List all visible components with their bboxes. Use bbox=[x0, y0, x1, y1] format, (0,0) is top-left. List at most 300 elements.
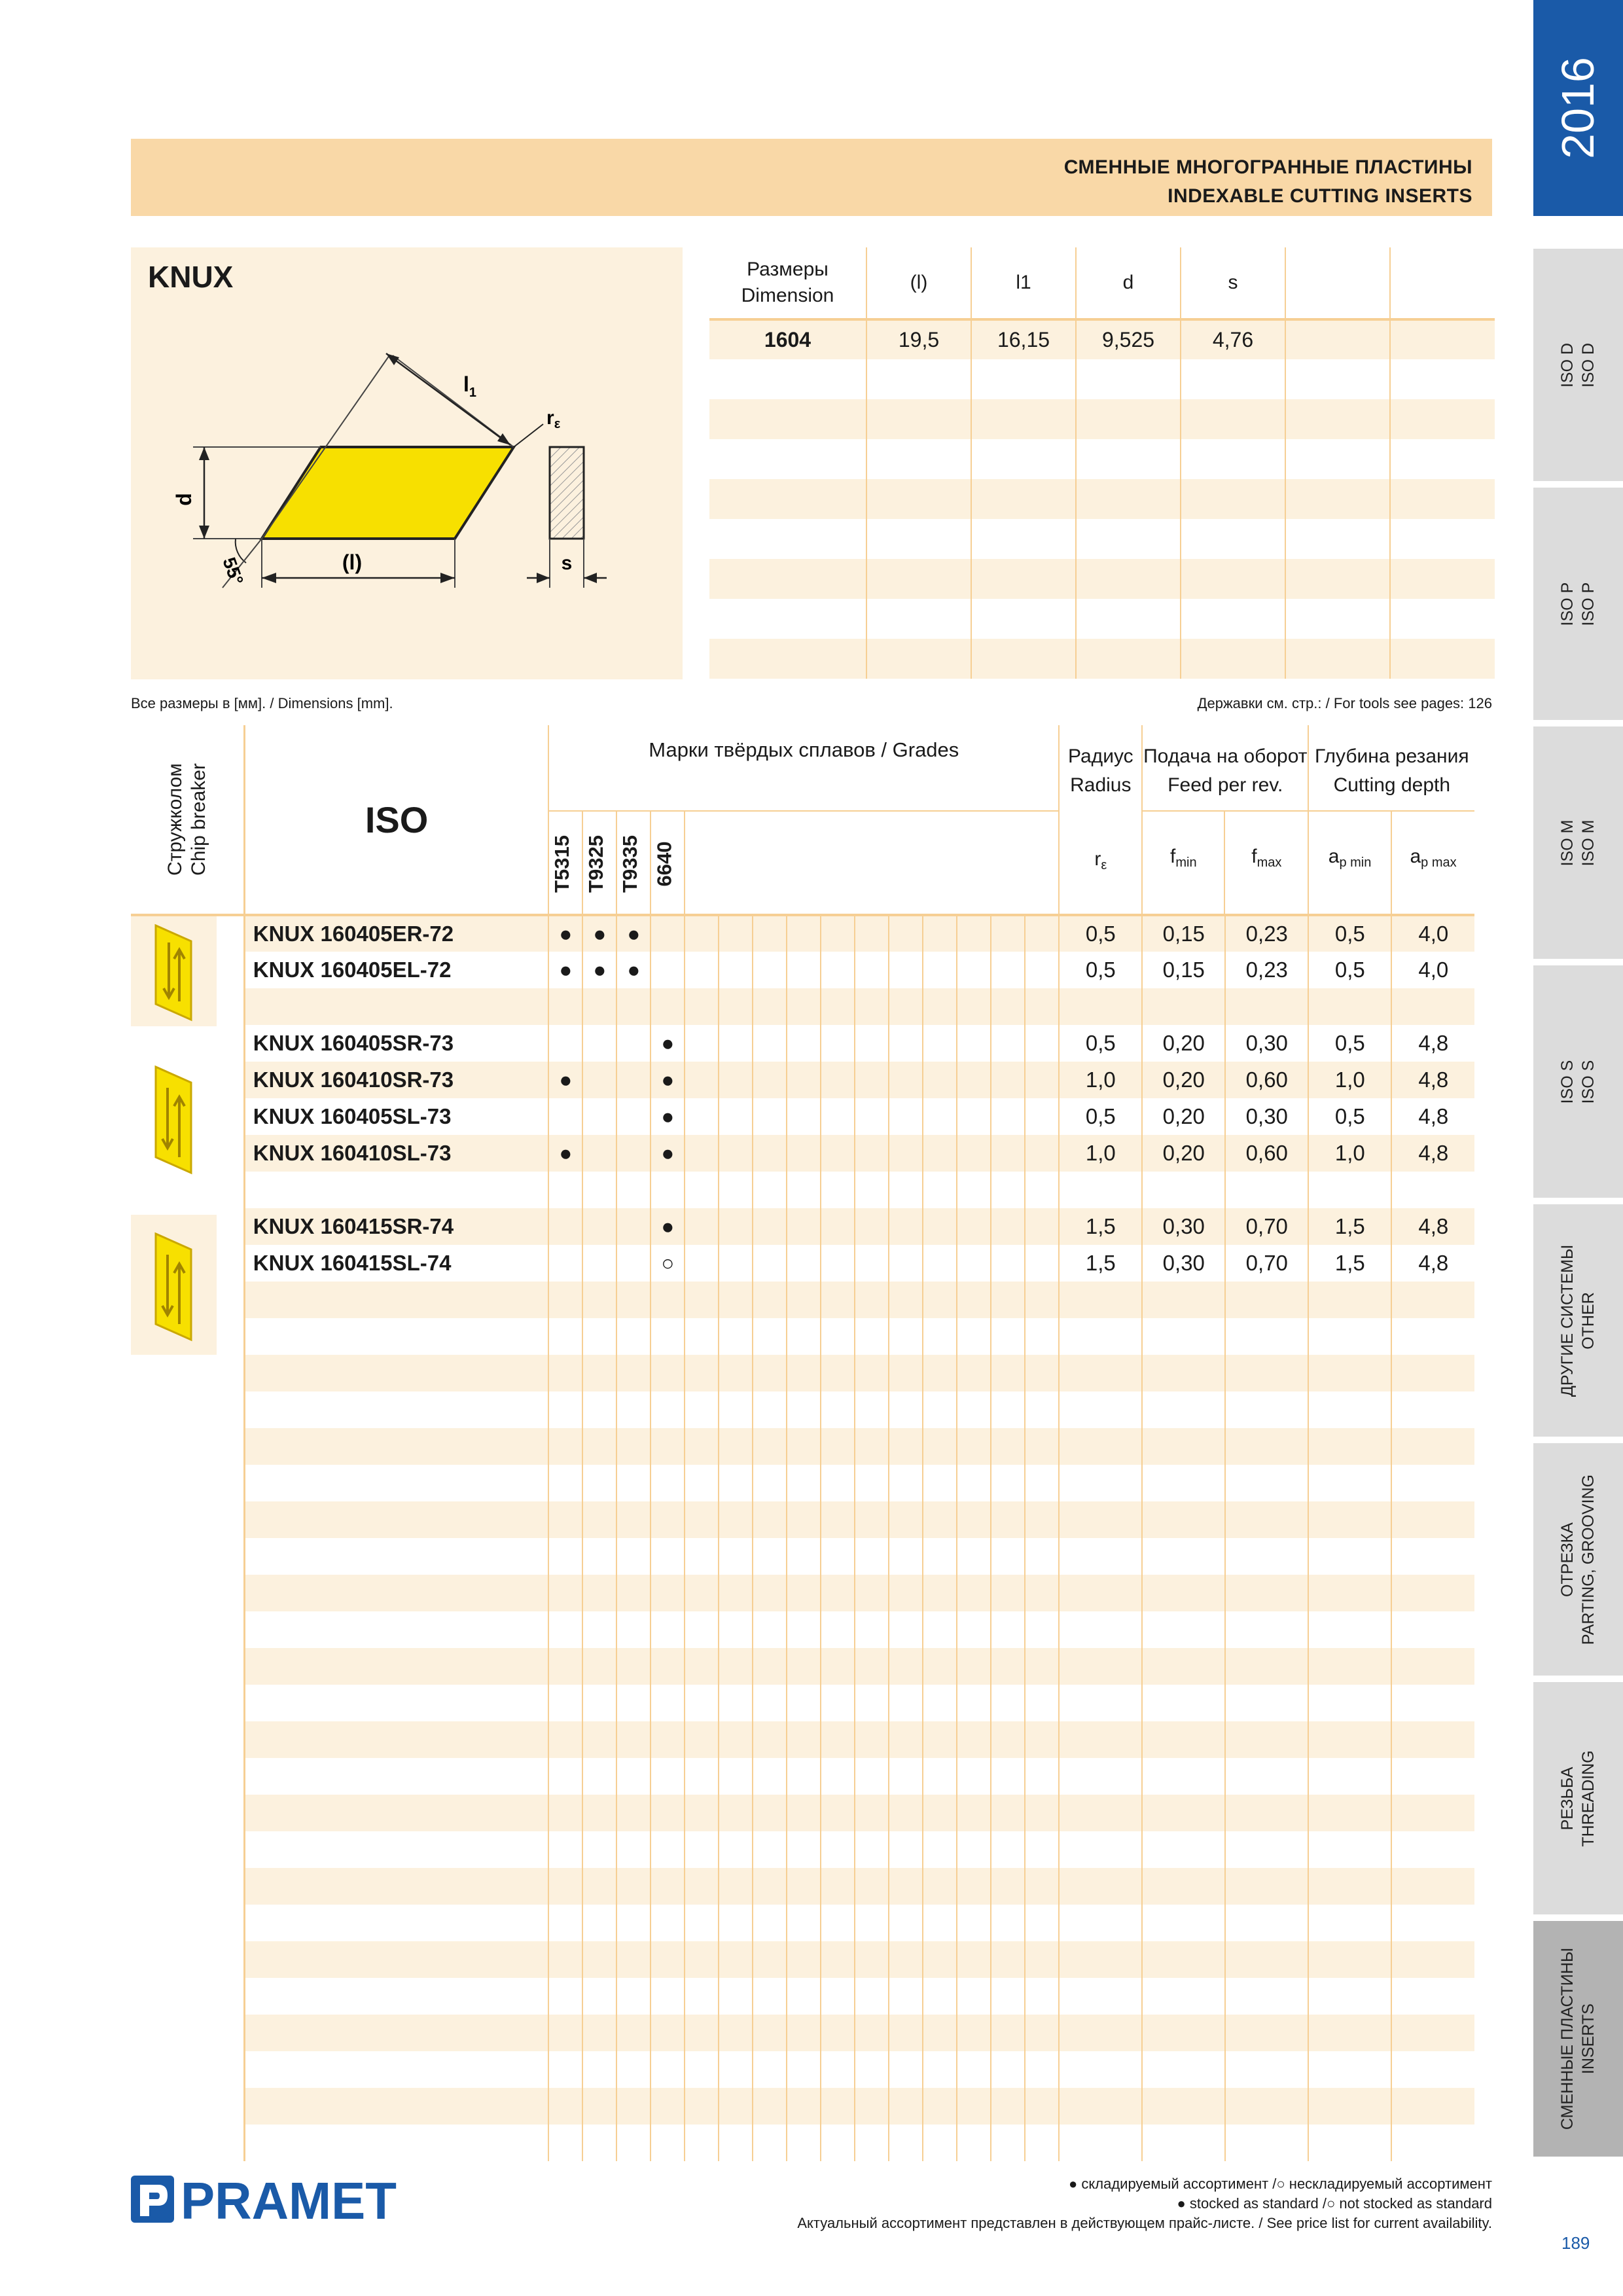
grade-availability bbox=[787, 952, 821, 988]
grade-availability bbox=[616, 1538, 651, 1575]
table-row-empty bbox=[131, 1172, 1474, 1208]
grade-availability bbox=[787, 2051, 821, 2088]
product-code bbox=[244, 1172, 548, 1208]
value-amin bbox=[1308, 1868, 1391, 1905]
table-row bbox=[131, 1245, 1474, 1282]
grade-availability bbox=[855, 1135, 889, 1172]
grade-availability bbox=[991, 1831, 1025, 1868]
value-fmin bbox=[1142, 1795, 1225, 1831]
grade-availability bbox=[548, 1245, 582, 1282]
value-fmax bbox=[1225, 1721, 1308, 1758]
value-amax bbox=[1391, 1282, 1474, 1318]
grade-availability bbox=[651, 1685, 685, 1721]
value-amin bbox=[1308, 1721, 1391, 1758]
grade-availability bbox=[753, 1391, 787, 1428]
grade-availability bbox=[991, 1428, 1025, 1465]
grade-availability bbox=[889, 1025, 923, 1062]
brand-name: PRAMET bbox=[181, 2173, 397, 2225]
tab-label-ru: ISO D bbox=[1558, 342, 1577, 387]
value-amin bbox=[1308, 2088, 1391, 2125]
empty-cell bbox=[1285, 319, 1390, 359]
grade-availability bbox=[889, 1098, 923, 1135]
product-code bbox=[244, 1355, 548, 1391]
grade-availability bbox=[957, 2088, 991, 2125]
tab-label-ru: РЕЗЬБА bbox=[1558, 1767, 1577, 1830]
grade-availability bbox=[991, 1391, 1025, 1428]
product-code bbox=[244, 1611, 548, 1648]
grade-availability bbox=[753, 1501, 787, 1538]
depth-ru: Глубина резания bbox=[1314, 745, 1469, 767]
grade-availability bbox=[889, 1978, 923, 2015]
l-cell: 19,5 bbox=[866, 319, 971, 359]
grade-availability bbox=[719, 1098, 753, 1135]
grade-availability bbox=[821, 1575, 855, 1611]
dimension-row bbox=[709, 319, 1495, 359]
grade-availability bbox=[923, 1062, 957, 1098]
depth-header bbox=[1308, 725, 1474, 915]
product-code bbox=[244, 1575, 548, 1611]
empty-cell bbox=[1390, 319, 1495, 359]
grade-availability bbox=[685, 2015, 719, 2051]
value-amax bbox=[1391, 1831, 1474, 1868]
grade-col bbox=[583, 812, 617, 915]
value-amin bbox=[1308, 988, 1391, 1025]
grade-availability bbox=[616, 1941, 651, 1978]
grade-availability bbox=[719, 1941, 753, 1978]
table-row-empty bbox=[131, 1685, 1474, 1721]
value-r bbox=[1059, 1868, 1142, 1905]
dimension-label-cell bbox=[709, 247, 866, 319]
grade-availability bbox=[787, 1721, 821, 1758]
grade-availability bbox=[651, 1501, 685, 1538]
grade-availability bbox=[957, 1575, 991, 1611]
value-r bbox=[1059, 1941, 1142, 1978]
grade-availability: ● bbox=[651, 1098, 685, 1135]
grade-availability bbox=[651, 1648, 685, 1685]
table-row-empty bbox=[131, 1941, 1474, 1978]
grade-availability bbox=[651, 2015, 685, 2051]
grade-availability bbox=[787, 1978, 821, 2015]
grade-availability bbox=[821, 1831, 855, 1868]
grade-availability bbox=[582, 1172, 616, 1208]
grade-availability bbox=[855, 1721, 889, 1758]
grade-availability bbox=[1025, 1978, 1059, 2015]
tab-label-en: ISO M bbox=[1579, 819, 1597, 866]
grade-availability bbox=[582, 1795, 616, 1831]
catalog-year bbox=[1533, 0, 1623, 216]
value-amax bbox=[1391, 1721, 1474, 1758]
grade-availability bbox=[548, 1172, 582, 1208]
grade-availability bbox=[548, 1538, 582, 1575]
grade-availability bbox=[991, 1721, 1025, 1758]
grade-availability bbox=[582, 1538, 616, 1575]
product-code bbox=[244, 2015, 548, 2051]
grade-availability bbox=[889, 1648, 923, 1685]
table-row-empty bbox=[131, 1282, 1474, 1318]
grade-availability bbox=[821, 2088, 855, 2125]
value-amax bbox=[1391, 1428, 1474, 1465]
grade-availability bbox=[991, 1575, 1025, 1611]
grade-availability bbox=[753, 1831, 787, 1868]
grade-availability bbox=[957, 1538, 991, 1575]
value-fmin bbox=[1142, 1538, 1225, 1575]
grade-availability bbox=[685, 1978, 719, 2015]
grade-availability bbox=[685, 2051, 719, 2088]
tab-label-en: PARTING, GROOVING bbox=[1579, 1474, 1597, 1645]
grade-availability bbox=[548, 2125, 582, 2161]
value-fmin: 0,20 bbox=[1142, 1098, 1225, 1135]
grade-availability bbox=[821, 1355, 855, 1391]
table-row bbox=[131, 1025, 1474, 1062]
table-row-empty bbox=[131, 1575, 1474, 1611]
value-amax bbox=[1391, 2051, 1474, 2088]
grade-availability bbox=[582, 1465, 616, 1501]
value-r bbox=[1059, 1318, 1142, 1355]
dimension-row-empty bbox=[709, 519, 1495, 559]
value-r: 0,5 bbox=[1059, 952, 1142, 988]
sidebar-tab-iso-d[interactable] bbox=[1533, 249, 1623, 481]
grade-availability bbox=[855, 1428, 889, 1465]
grade-availability bbox=[923, 1391, 957, 1428]
grade-availability bbox=[719, 1685, 753, 1721]
table-row-empty bbox=[131, 1538, 1474, 1575]
grade-availability bbox=[991, 1245, 1025, 1282]
value-amin: 1,0 bbox=[1308, 1062, 1391, 1098]
value-amax bbox=[1391, 988, 1474, 1025]
grade-availability bbox=[651, 915, 685, 952]
grades-header-row bbox=[131, 725, 1474, 915]
chip-breaker-cell bbox=[131, 1685, 244, 1721]
grade-availability bbox=[685, 2125, 719, 2161]
grade-availability bbox=[889, 1245, 923, 1282]
chip-breaker-cell bbox=[131, 1648, 244, 1685]
grade-availability: ● bbox=[548, 915, 582, 952]
product-code: KNUX 160405ER-72 bbox=[244, 915, 548, 952]
product-code bbox=[244, 1465, 548, 1501]
grade-availability bbox=[616, 1795, 651, 1831]
grade-availability bbox=[719, 1465, 753, 1501]
grade-availability bbox=[753, 1611, 787, 1648]
value-fmin bbox=[1142, 1941, 1225, 1978]
stock-legend bbox=[785, 2174, 1492, 2233]
chip-breaker-cell bbox=[131, 1575, 244, 1611]
grade-availability bbox=[889, 1172, 923, 1208]
value-r bbox=[1059, 1465, 1142, 1501]
grade-availability bbox=[957, 1831, 991, 1868]
grade-availability bbox=[889, 1208, 923, 1245]
chip-breaker-cell bbox=[131, 1355, 244, 1391]
grade-availability bbox=[1025, 1465, 1059, 1501]
grade-availability bbox=[855, 1575, 889, 1611]
value-amax: 4,8 bbox=[1391, 1245, 1474, 1282]
grade-availability bbox=[548, 1648, 582, 1685]
grade-availability bbox=[1025, 1428, 1059, 1465]
grade-availability bbox=[753, 1795, 787, 1831]
grade-availability bbox=[719, 1575, 753, 1611]
grade-availability bbox=[923, 1538, 957, 1575]
grade-availability bbox=[991, 1501, 1025, 1538]
product-code bbox=[244, 1905, 548, 1941]
chip-breaker-72-icon bbox=[156, 925, 191, 1020]
grade-availability: ● bbox=[651, 1135, 685, 1172]
grade-availability bbox=[753, 1465, 787, 1501]
value-r: 1,0 bbox=[1059, 1062, 1142, 1098]
grade-availability bbox=[991, 1135, 1025, 1172]
grade-availability bbox=[821, 1538, 855, 1575]
grade-availability bbox=[753, 1758, 787, 1795]
value-amin bbox=[1308, 1831, 1391, 1868]
grade-availability bbox=[616, 1062, 651, 1098]
table-row bbox=[131, 1135, 1474, 1172]
grade-col bbox=[651, 812, 685, 915]
grade-availability bbox=[821, 952, 855, 988]
label-s: s bbox=[561, 552, 573, 574]
grade-availability bbox=[719, 2125, 753, 2161]
grade-availability bbox=[855, 1245, 889, 1282]
grade-availability bbox=[957, 1391, 991, 1428]
grade-availability bbox=[889, 1135, 923, 1172]
insert-side-view bbox=[550, 447, 584, 539]
grade-availability bbox=[855, 1905, 889, 1941]
grade-availability bbox=[582, 1355, 616, 1391]
grade-availability bbox=[616, 1355, 651, 1391]
grade-availability bbox=[991, 952, 1025, 988]
grade-availability bbox=[753, 1208, 787, 1245]
product-code bbox=[244, 1282, 548, 1318]
grade-availability bbox=[548, 1098, 582, 1135]
grade-availability bbox=[889, 1538, 923, 1575]
grade-availability bbox=[685, 1575, 719, 1611]
value-fmax bbox=[1225, 1978, 1308, 2015]
grade-availability: ● bbox=[651, 1025, 685, 1062]
grade-availability bbox=[651, 2088, 685, 2125]
grade-availability bbox=[923, 2088, 957, 2125]
grade-availability bbox=[1025, 1941, 1059, 1978]
grade-availability bbox=[685, 1941, 719, 1978]
grade-availability bbox=[889, 1831, 923, 1868]
grade-availability bbox=[651, 1941, 685, 1978]
grade-availability bbox=[787, 1428, 821, 1465]
grade-availability: ● bbox=[651, 1062, 685, 1098]
grade-availability bbox=[1025, 952, 1059, 988]
page-number: 189 bbox=[1561, 2233, 1590, 2253]
grade-availability bbox=[1025, 1501, 1059, 1538]
grade-availability bbox=[855, 988, 889, 1025]
grade-availability bbox=[548, 1465, 582, 1501]
grade-availability bbox=[957, 988, 991, 1025]
grade-availability bbox=[582, 1685, 616, 1721]
grade-availability bbox=[821, 1098, 855, 1135]
value-amin bbox=[1308, 1978, 1391, 2015]
value-amax bbox=[1391, 1978, 1474, 2015]
tab-label-ru: СМЕННЫЕ ПЛАСТИНЫ bbox=[1558, 1947, 1577, 2130]
grade-availability bbox=[582, 1428, 616, 1465]
product-code bbox=[244, 1648, 548, 1685]
grade-availability bbox=[991, 1355, 1025, 1391]
value-fmin bbox=[1142, 2088, 1225, 2125]
grade-availability bbox=[821, 1135, 855, 1172]
sidebar-tab-other[interactable] bbox=[1533, 1204, 1623, 1437]
table-row-empty bbox=[131, 1465, 1474, 1501]
value-fmax bbox=[1225, 1172, 1308, 1208]
grade-availability bbox=[685, 988, 719, 1025]
value-amin bbox=[1308, 1611, 1391, 1648]
grade-availability bbox=[923, 915, 957, 952]
grade-availability bbox=[685, 1721, 719, 1758]
label-l1: $l_1$ bbox=[463, 372, 477, 400]
chip-breaker-74-icon bbox=[156, 1234, 191, 1340]
value-fmin bbox=[1142, 2125, 1225, 2161]
grade-availability bbox=[957, 1685, 991, 1721]
value-amin bbox=[1308, 1391, 1391, 1428]
grade-availability bbox=[923, 1098, 957, 1135]
grade-availability bbox=[957, 1098, 991, 1135]
value-r bbox=[1059, 2015, 1142, 2051]
grade-availability bbox=[787, 1648, 821, 1685]
grade-availability bbox=[923, 1355, 957, 1391]
sidebar-tab-parting[interactable] bbox=[1533, 1443, 1623, 1676]
value-amin: 1,0 bbox=[1308, 1135, 1391, 1172]
grade-availability bbox=[753, 1172, 787, 1208]
grade-availability bbox=[889, 1758, 923, 1795]
grade-availability bbox=[889, 1355, 923, 1391]
value-fmin bbox=[1142, 2051, 1225, 2088]
grade-availability bbox=[855, 1282, 889, 1318]
grades-header-block bbox=[548, 725, 1059, 915]
grade-availability bbox=[991, 1282, 1025, 1318]
grade-availability bbox=[889, 1868, 923, 1905]
dimension-row-empty bbox=[709, 599, 1495, 639]
grade-availability bbox=[685, 1465, 719, 1501]
grade-availability bbox=[685, 1172, 719, 1208]
chip-breaker-cell bbox=[131, 1538, 244, 1575]
value-fmin bbox=[1142, 1648, 1225, 1685]
grade-availability bbox=[651, 2125, 685, 2161]
grade-availability bbox=[821, 1465, 855, 1501]
grade-availability bbox=[548, 1025, 582, 1062]
grade-availability: ● bbox=[548, 1135, 582, 1172]
grade-availability bbox=[582, 988, 616, 1025]
grade-availability bbox=[651, 1355, 685, 1391]
value-fmax: 0,60 bbox=[1225, 1135, 1308, 1172]
grade-availability bbox=[1025, 988, 1059, 1025]
grade-availability bbox=[855, 1795, 889, 1831]
grade-availability bbox=[957, 2051, 991, 2088]
product-code bbox=[244, 1501, 548, 1538]
grade-availability bbox=[616, 1135, 651, 1172]
value-fmax bbox=[1225, 988, 1308, 1025]
sidebar-tab-iso-s[interactable] bbox=[1533, 965, 1623, 1198]
sidebar-tab-iso-p[interactable] bbox=[1533, 488, 1623, 720]
grade-availability bbox=[855, 1208, 889, 1245]
chip-breaker-cell bbox=[131, 2015, 244, 2051]
chip-breaker-cell bbox=[131, 1831, 244, 1868]
grade-availability bbox=[548, 1428, 582, 1465]
sidebar-tab-inserts[interactable] bbox=[1533, 1921, 1623, 2157]
grade-availability bbox=[821, 1648, 855, 1685]
grade-availability bbox=[855, 1758, 889, 1795]
sidebar-tab-iso-m[interactable] bbox=[1533, 726, 1623, 959]
table-row-empty bbox=[131, 1905, 1474, 1941]
grade-availability bbox=[991, 1208, 1025, 1245]
grade-availability bbox=[685, 1868, 719, 1905]
grade-availability bbox=[923, 1208, 957, 1245]
grade-availability bbox=[923, 1685, 957, 1721]
grade-availability bbox=[1025, 1538, 1059, 1575]
value-r bbox=[1059, 2051, 1142, 2088]
grade-availability bbox=[719, 1428, 753, 1465]
product-code bbox=[244, 1941, 548, 1978]
grade-availability bbox=[753, 2015, 787, 2051]
grade-availability bbox=[1025, 1685, 1059, 1721]
value-fmax bbox=[1225, 1941, 1308, 1978]
label-l: (l) bbox=[342, 550, 363, 574]
grade-availability bbox=[821, 1025, 855, 1062]
radius-ru: Радиус bbox=[1067, 745, 1133, 767]
chip-breaker-ru: Стружколом bbox=[164, 763, 186, 876]
fmax-symbol: $f_{max}$ bbox=[1251, 846, 1282, 870]
grade-availability bbox=[719, 1391, 753, 1428]
grade-availability: ○ bbox=[651, 1245, 685, 1282]
dimension-l1-line bbox=[386, 353, 510, 445]
grade-availability: ● bbox=[616, 952, 651, 988]
value-amax bbox=[1391, 1172, 1474, 1208]
grade-availability bbox=[651, 988, 685, 1025]
radius-en: Radius bbox=[1070, 774, 1132, 796]
grade-availability bbox=[889, 1941, 923, 1978]
grade-availability bbox=[957, 1905, 991, 1941]
grade-availability bbox=[651, 1831, 685, 1868]
grade-availability bbox=[787, 1905, 821, 1941]
grade-availability bbox=[855, 2015, 889, 2051]
value-fmax: 0,70 bbox=[1225, 1245, 1308, 1282]
value-fmin bbox=[1142, 1391, 1225, 1428]
grade-availability bbox=[616, 1318, 651, 1355]
grade-availability bbox=[787, 1831, 821, 1868]
value-amax bbox=[1391, 1575, 1474, 1611]
grade-availability bbox=[889, 1795, 923, 1831]
grade-availability bbox=[582, 1905, 616, 1941]
grade-availability bbox=[855, 1685, 889, 1721]
grade-col bbox=[549, 812, 583, 915]
grade-availability bbox=[719, 1978, 753, 2015]
grade-availability bbox=[889, 2051, 923, 2088]
grade-availability bbox=[753, 1428, 787, 1465]
grade-availability bbox=[923, 988, 957, 1025]
col-empty bbox=[1390, 247, 1495, 319]
grade-availability bbox=[753, 1282, 787, 1318]
grade-availability bbox=[753, 1868, 787, 1905]
table-row bbox=[131, 952, 1474, 988]
grade-availability bbox=[855, 2088, 889, 2125]
grade-availability bbox=[1025, 1758, 1059, 1795]
tab-label-ru: ДРУГИЕ СИСТЕМЫ bbox=[1558, 1244, 1577, 1397]
d-cell: 9,525 bbox=[1076, 319, 1181, 359]
grade-availability bbox=[719, 2088, 753, 2125]
grade-availability bbox=[889, 1465, 923, 1501]
grade-availability: ● bbox=[548, 952, 582, 988]
chip-breaker-cell bbox=[131, 2125, 244, 2161]
value-fmin bbox=[1142, 1172, 1225, 1208]
grade-availability bbox=[957, 1648, 991, 1685]
grade-availability bbox=[787, 1025, 821, 1062]
chip-breaker-cell bbox=[131, 1758, 244, 1795]
grade-availability bbox=[719, 988, 753, 1025]
depth-en: Cutting depth bbox=[1333, 774, 1451, 796]
sidebar-tab-threading[interactable] bbox=[1533, 1682, 1623, 1914]
grade-availability bbox=[821, 1245, 855, 1282]
grade-availability bbox=[753, 1135, 787, 1172]
